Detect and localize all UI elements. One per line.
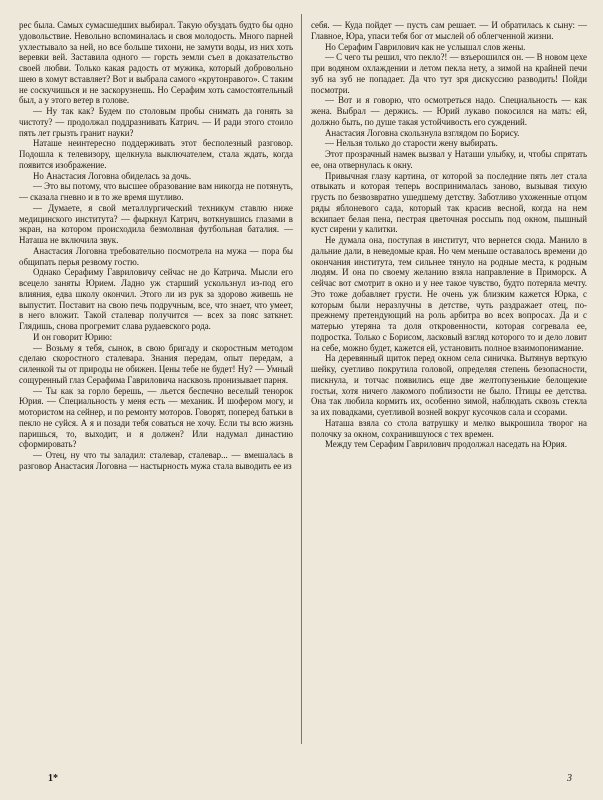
paragraph: — Ты как за горло берешь, — льется беспечно веселый тенорок Юрия. — Специальность у меня есть — механик. И шофером могу, и мотористом на сейнер, и по ремонту моторов. Говорят, поперед батьки в пекло не суйся. А я и позади тебя соваться не хочу. Если ты всю жизнь паришься, то, выходит, и я должен? Или надумал династию сформировать? [19,385,293,450]
paragraph: — С чего ты решил, что пекло?! — взъерошился он. — В новом цехе при водяном охлаждении и летом пекла нету, а зимой на крайней печи зуб на зуб не попадает. Да что тут зря дискуссию разводить! Пойди посмотри. [311,52,587,95]
paragraph: себя. — Куда пойдет — пусть сам решает. — И обратилась к сыну: — Главное, Юра, упаси тебя бог от мыслей об облегченной жизни. [311,20,587,41]
paragraph: Привычная глазу картина, от которой за последние пять лет стала отвыкать и которая теперь воспринималась заново, вызывая тихую грусть по безвозвратно ушедшему детству. Заботливо ухоженные отцом ряды яблоневого сада, который так красив весной, когда на нем вскипает белая пена, пестрая цветочная россыпь под окном, пышный куст сирени у калитки. [311,170,587,235]
paragraph: Между тем Серафим Гаврилович продолжал наседать на Юрия. [325,439,567,450]
paragraph: Наташе неинтересно поддерживать этот бесполезный разговор. Подошла к телевизору, щелкнула выключателем, стала ждать, когда появится изображение. [19,138,293,170]
paragraph: Но Серафим Гаврилович как не услышал слов жены. [325,41,526,52]
paragraph: — Думаете, я свой металлургический техникум ставлю ниже медицинского института? — фыркнул Катрич, воткнувшись глазами в экран, на котором происходила безмолвная футбольная баталия. — Наташа не включила звук. [19,202,293,245]
paragraph: Анастасия Логовна скользнула взглядом по Борису. [325,127,520,138]
paragraph: — Ну так как? Будем по столовым пробы снимать да гонять за чистоту? — продолжал поддразнивать Катрич. — И ради этого стоило пять лет грызть гранит науки? [19,106,293,138]
paragraph: На деревянный щиток перед окном села синичка. Вытянув верткую шейку, суетливо покрутила головой, определяя степень безопасности, пискнула, и тотчас появились еще две желтопузенькие белощекие гостьи, хотя ничего лакомого поблизости не было. Птицы ее детства. Она так любила кормить их, особенно зимой, наблюдать сквозь стекла за их повадками, суетливой возней вокруг кусочков сала и ссорами. [311,353,587,417]
paragraph: Анастасия Логовна требовательно посмотрела на мужа — пора бы общипать перья резвому гостю. [19,245,293,267]
paragraph: Этот прозрачный намек вызвал у Наташи улыбку, и, чтобы спрятать ее, она отвернулась к окну. [311,149,587,170]
left-column [19,20,293,472]
paragraph: — Нельзя только до старости жену выбирать. [325,138,498,149]
paragraph: Не думала она, поступая в институт, что вернется сюда. Манило в дальние дали, в неведомые края. Но чем меньше оставалось времени до окончания института, тем сильнее тянуло на родные места, к родным людям. И она по своему желанию взяла направление в Приморск. А сейчас вот смотрит в окно и у нее такое чувство, будто потеряла мечту. Это тоже добавляет грусти. Не очень уж близким кажется Юрка, с которым были неразлучны в детстве, чуть раздражает отец, по-прежнему претендующий на роль арбитра во всех вопросах. Да и с матерью утеряна та доля откровенности, которая согревала ее, подростка. Только с Борисом, ласковый взгляд которого то и дело ловит на себе, можно будет, кажется ей, установить полное взаимопонимание. [311,235,587,353]
column-divider [301,14,302,744]
paragraph: — Вот и я говорю, что осмотреться надо. Специальность — как жена. Выбрал — держись. — Юрий лукаво покосился на мать: ей, должно быть, по душе такая устойчивость его суждений. [311,95,587,127]
paragraph: Однако Серафиму Гавриловичу сейчас не до Катрича. Мысли его всецело заняты Юрием. Ладно уж старший ускользнул из-под его влияния, едва школу окончил. Этого ли из рук за здорово живешь не выпустит. Поставит на свою печь подручным, все, что знает, что умеет, в него вложит. Такой сталевар получится — всех за пояс заткнет. Глядишь, снова прогремит слава рудаевского рода. [19,267,293,331]
paragraph: рес была. Самых сумасшедших выбирал. Такую обуздать будто бы одно удовольствие. Невольно вспоминалась и своя молодость. Много парней ухлестывало за ней, но все больше тихони, не замути воды, из них хоть веревки вей. Заставила одного — горсть земли съел в доказательство своей любви. Только какая радость от мужика, который добровольно шею в хомут вставляет? Вот и выбрала самого «крутонравого». С таким не соскучишься и не заскорузнешь. Но Серафим хоть самостоятельный был, а у этого ветер в голове. [19,20,293,106]
right-column [311,20,587,450]
printer-signature: 1* [48,773,58,784]
paragraph: Наташа взяла со стола ватрушку и мелко выкрошила творог на полочку за окном, сохранившуюся с тех времен. [311,417,587,439]
paragraph: — Возьму я тебя, сынок, в свою бригаду и скоростным методом сделаю скоростного сталевара. Знания передам, опыт передам, а силенкой ты от природы не обижен. Цены тебе не будет! Ну? — Умный сощуренный глаз Серафима Гавриловича насквозь пронизывает парня. [19,342,293,385]
paragraph: И он говорит Юрию: [33,331,113,342]
paragraph: — Отец, ну что ты заладил: сталевар, сталевар... — вмешалась в разговор Анастасия Логовна — настырность мужа стала выводить ее из [19,450,293,471]
paragraph: — Это вы потому, что высшее образование вам никогда не потянуть, — сказала гневно и в то же время шутливо. [19,181,293,202]
paragraph: Но Анастасия Логовна обиделась за дочь. [33,170,192,181]
page-number: 3 [567,773,572,784]
